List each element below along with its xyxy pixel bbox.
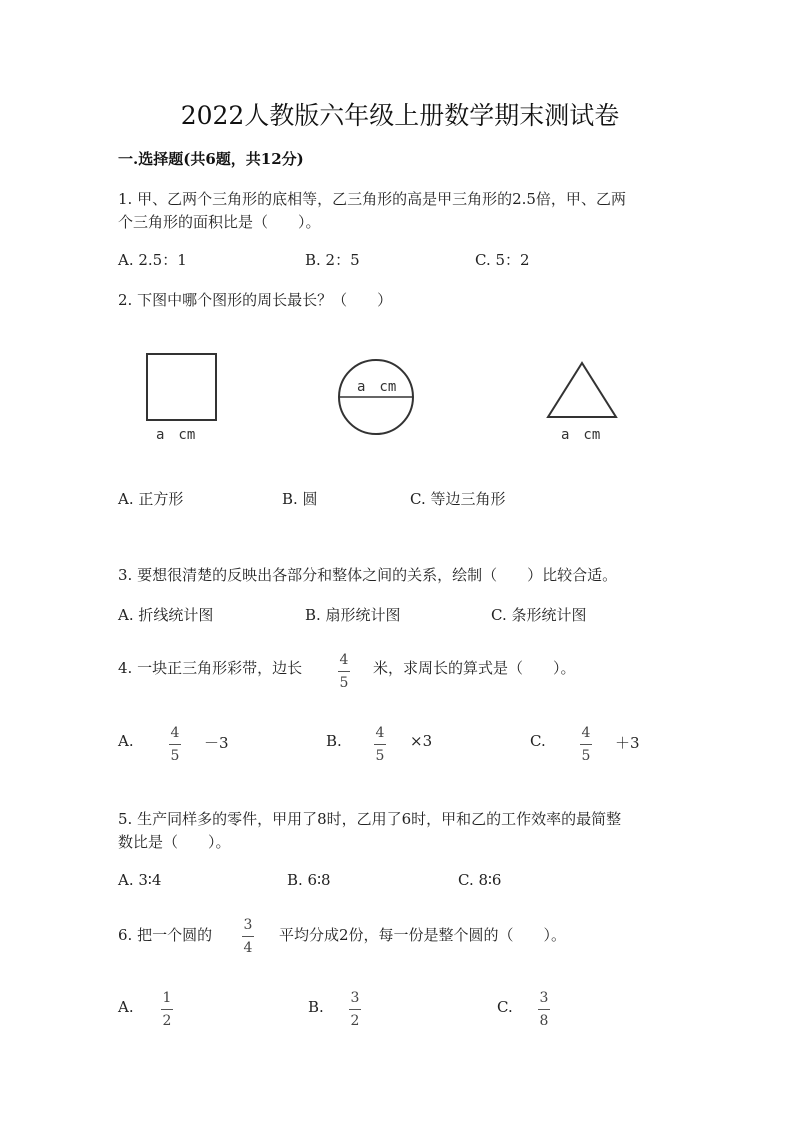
fraction-denominator: 5 — [375, 748, 385, 764]
question-3-option-b: B. 扇形统计图 — [305, 606, 401, 624]
question-5-line-1: 5. 生产同样多的零件，甲用了8时，乙用了6时，甲和乙的工作效率的最简整 — [118, 810, 622, 828]
fraction-bar — [242, 936, 254, 937]
question-4-option-a-label: A. — [118, 732, 134, 750]
question-1-line-2: 个三角形的面积比是（ ）。 — [118, 213, 321, 231]
fraction-bar — [349, 1009, 361, 1010]
question-2-option-c: C. 等边三角形 — [410, 490, 506, 508]
square-label: a cm — [156, 427, 196, 443]
fraction-denominator: 2 — [162, 1013, 172, 1029]
question-1-option-b: B. 2：5 — [305, 251, 360, 269]
fraction-numerator: 3 — [350, 990, 360, 1006]
question-6-fraction — [242, 917, 254, 956]
fraction-numerator: 4 — [581, 725, 591, 741]
page-title: 2022人教版六年级上册数学期末测试卷 — [180, 101, 620, 130]
question-6-option-a-fraction — [161, 990, 173, 1029]
question-2-option-a: A. 正方形 — [118, 490, 184, 508]
question-2: 2. 下图中哪个图形的周长最长？（ ） — [118, 291, 393, 309]
fraction-bar — [161, 1009, 173, 1010]
question-4-option-a-operation: －3 — [204, 734, 229, 752]
question-3-option-c: C. 条形统计图 — [491, 606, 587, 624]
question-6-option-b-label: B. — [308, 998, 324, 1016]
question-6-option-c-fraction — [538, 990, 550, 1029]
question-4-option-b-label: B. — [326, 732, 342, 750]
triangle-label: a cm — [561, 427, 601, 443]
fraction-bar — [338, 671, 350, 672]
fraction-denominator: 2 — [350, 1013, 360, 1029]
question-6-text-before: 6. 把一个圆的 — [118, 926, 213, 944]
fraction-numerator: 4 — [339, 652, 349, 668]
question-1-option-c: C. 5：2 — [475, 251, 530, 269]
question-2-option-b: B. 圆 — [282, 490, 318, 508]
fraction-numerator: 3 — [539, 990, 549, 1006]
fraction-denominator: 4 — [243, 940, 253, 956]
question-5-line-2: 数比是（ ）。 — [118, 833, 231, 851]
question-4-option-b-operation: ×3 — [410, 732, 433, 750]
square-figure — [147, 354, 216, 420]
fraction-bar — [374, 744, 386, 745]
question-4-option-a-fraction — [169, 725, 181, 764]
fraction-bar — [580, 744, 592, 745]
question-4-option-c-operation: ＋3 — [615, 734, 640, 752]
question-1-line-1: 1. 甲、乙两个三角形的底相等，乙三角形的高是甲三角形的2.5倍，甲、乙两 — [118, 190, 626, 208]
fraction-numerator: 1 — [162, 990, 172, 1006]
question-5-option-a: A. 3∶4 — [118, 871, 162, 889]
fraction-numerator: 4 — [170, 725, 180, 741]
question-6-option-b-fraction — [349, 990, 361, 1029]
question-4-text-after: 米，求周长的算式是（ ）。 — [373, 659, 576, 677]
question-4-option-c-fraction — [580, 725, 592, 764]
section-heading: 一.选择题(共6题，共12分) — [118, 150, 304, 168]
fraction-numerator: 4 — [375, 725, 385, 741]
question-6-option-c-label: C. — [497, 998, 513, 1016]
fraction-numerator: 3 — [243, 917, 253, 933]
question-5 — [118, 808, 621, 854]
question-1-option-a: A. 2.5：1 — [118, 251, 187, 269]
question-3: 3. 要想很清楚的反映出各部分和整体之间的关系，绘制（ ）比较合适。 — [118, 566, 618, 584]
fraction-denominator: 5 — [581, 748, 591, 764]
fraction-denominator: 8 — [539, 1013, 549, 1029]
question-5-option-c: C. 8∶6 — [458, 871, 502, 889]
question-4-fraction — [338, 652, 350, 691]
fraction-bar — [538, 1009, 550, 1010]
question-6-text-after: 平均分成2份，每一份是整个圆的（ ）。 — [279, 926, 567, 944]
question-4-text-before: 4. 一块正三角形彩带，边长 — [118, 659, 303, 677]
circle-label: a cm — [357, 379, 397, 395]
fraction-denominator: 5 — [170, 748, 180, 764]
question-1 — [118, 188, 626, 234]
question-4-option-c-label: C. — [530, 732, 546, 750]
fraction-denominator: 5 — [339, 675, 349, 691]
fraction-bar — [169, 744, 181, 745]
triangle-figure — [548, 363, 616, 417]
question-3-option-a: A. 折线统计图 — [118, 606, 214, 624]
question-4-option-b-fraction — [374, 725, 386, 764]
question-6-option-a-label: A. — [118, 998, 134, 1016]
question-5-option-b: B. 6∶8 — [287, 871, 331, 889]
